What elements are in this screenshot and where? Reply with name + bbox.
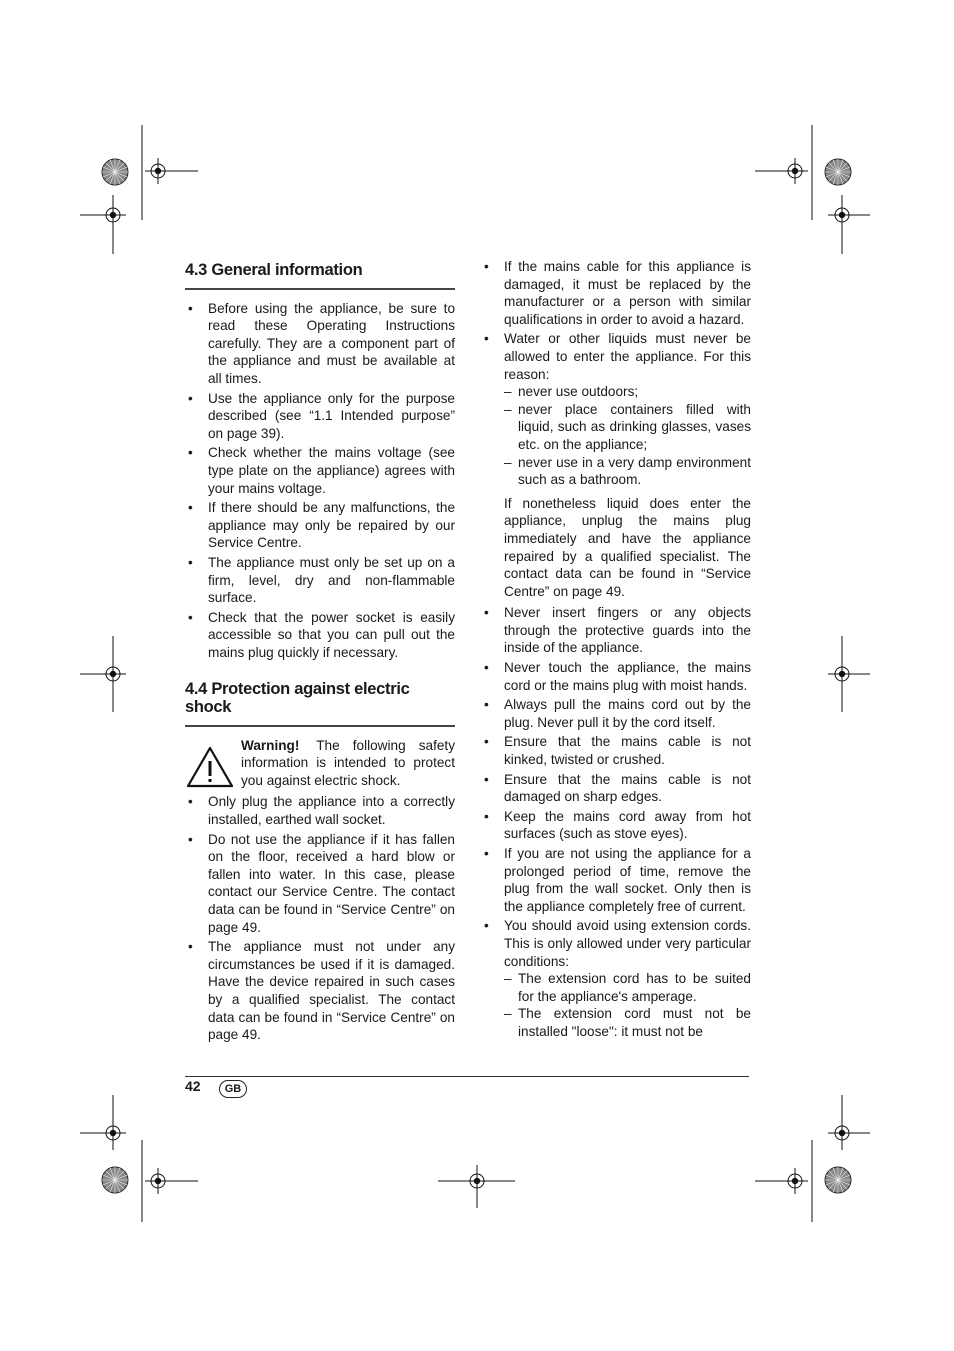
list-item-text: Water or other liquids must never be allowed to enter the appliance. For this reason: [504, 331, 751, 382]
list-item: • If the mains cable for this appliance is damaged, it must be replaced by the manufacturer or a person with similar qualifications in order to avoid a hazard. [481, 258, 751, 328]
list-item: • Always pull the mains cord out by the plug. Never pull it by the cord itself. [481, 696, 751, 731]
sub-list [504, 383, 751, 489]
sub-list-item: – never place containers filled with liquid, such as drinking glasses, vases etc. on the appliance; [504, 401, 751, 454]
list-item: • Never touch the appliance, the mains cord or the mains plug with moist hands. [481, 659, 751, 694]
list-item: • Before using the appliance, be sure to read these Operating Instructions carefully. They are a component part of the appliance and must be available at all times. [185, 300, 455, 388]
warning-triangle-icon [185, 745, 235, 789]
list-item-paragraph: If nonetheless liquid does enter the appliance, unplug the mains plug immediately and have the appliance repaired by a qualified specialist. The contact data can be found in “Service Centre” on page 49. [504, 495, 751, 599]
section-heading-electric-shock: 4.4 Protection against electric shock [185, 677, 455, 726]
electric-shock-bullets [185, 793, 455, 1043]
list-item: • Check whether the mains voltage (see type plate on the appliance) agrees with your mains voltage. [185, 444, 455, 497]
warning-message: The following safety information is intended to protect you against electric shock. [241, 737, 455, 788]
sub-list-item: – The extension cord must not be installed "loose": it must not be [504, 1005, 751, 1040]
list-item: • The appliance must only be set up on a firm, level, dry and non-flammable surface. [185, 554, 455, 607]
list-item: • The appliance must not under any circumstances be used if it is damaged. Have the device repaired in such cases by a qualified specialist. The contact data can be found in “Service Centre” on page 49. [185, 938, 455, 1044]
sub-list [504, 970, 751, 1040]
page-number: 42 [185, 1078, 201, 1094]
sub-list-item: – never use in a very damp environment such as a bathroom. [504, 454, 751, 489]
left-column [185, 258, 455, 1046]
list-item: • Never insert fingers or any objects through the protective guards into the inside of the appliance. [481, 604, 751, 657]
section-heading-general: 4.3 General information [185, 258, 455, 290]
list-item: • Use the appliance only for the purpose described (see “1.1 Intended purpose” on page 39). [185, 390, 455, 443]
sub-list-item: – The extension cord has to be suited for the appliance's amperage. [504, 970, 751, 1005]
list-item: • Ensure that the mains cable is not kinked, twisted or crushed. [481, 733, 751, 768]
general-bullets [185, 300, 455, 662]
right-column [481, 258, 751, 1043]
warning-text [241, 737, 455, 790]
list-item: • If you are not using the appliance for a prolonged period of time, remove the plug from the wall socket. Only then is the appliance completely free of current. [481, 845, 751, 915]
list-item-text: You should avoid using extension cords. This is only allowed under very particular conditions: [504, 918, 751, 969]
list-item: • Only plug the appliance into a correctly installed, earthed wall socket. [185, 793, 455, 828]
list-item: • Check that the power socket is easily accessible so that you can pull out the mains plug quickly if necessary. [185, 609, 455, 662]
list-item: • Ensure that the mains cable is not damaged on sharp edges. [481, 771, 751, 806]
list-item: • If there should be any malfunctions, the appliance may only be repaired by our Service Centre. [185, 499, 455, 552]
list-item: • Do not use the appliance if it has fallen on the floor, received a hard blow or fallen into water. In this case, please contact our Service Centre. The contact data can be found in “Service Centre” on page 49. [185, 831, 455, 937]
list-item [481, 917, 751, 1040]
warning-label: Warning! [241, 737, 300, 753]
right-bullets [481, 258, 751, 1041]
warning-block [185, 737, 455, 790]
country-badge: GB [219, 1080, 247, 1098]
sub-list-item: – never use outdoors; [504, 383, 751, 401]
list-item: • Keep the mains cord away from hot surfaces (such as stove eyes). [481, 808, 751, 843]
footer-rule [185, 1076, 749, 1077]
list-item [481, 330, 751, 600]
